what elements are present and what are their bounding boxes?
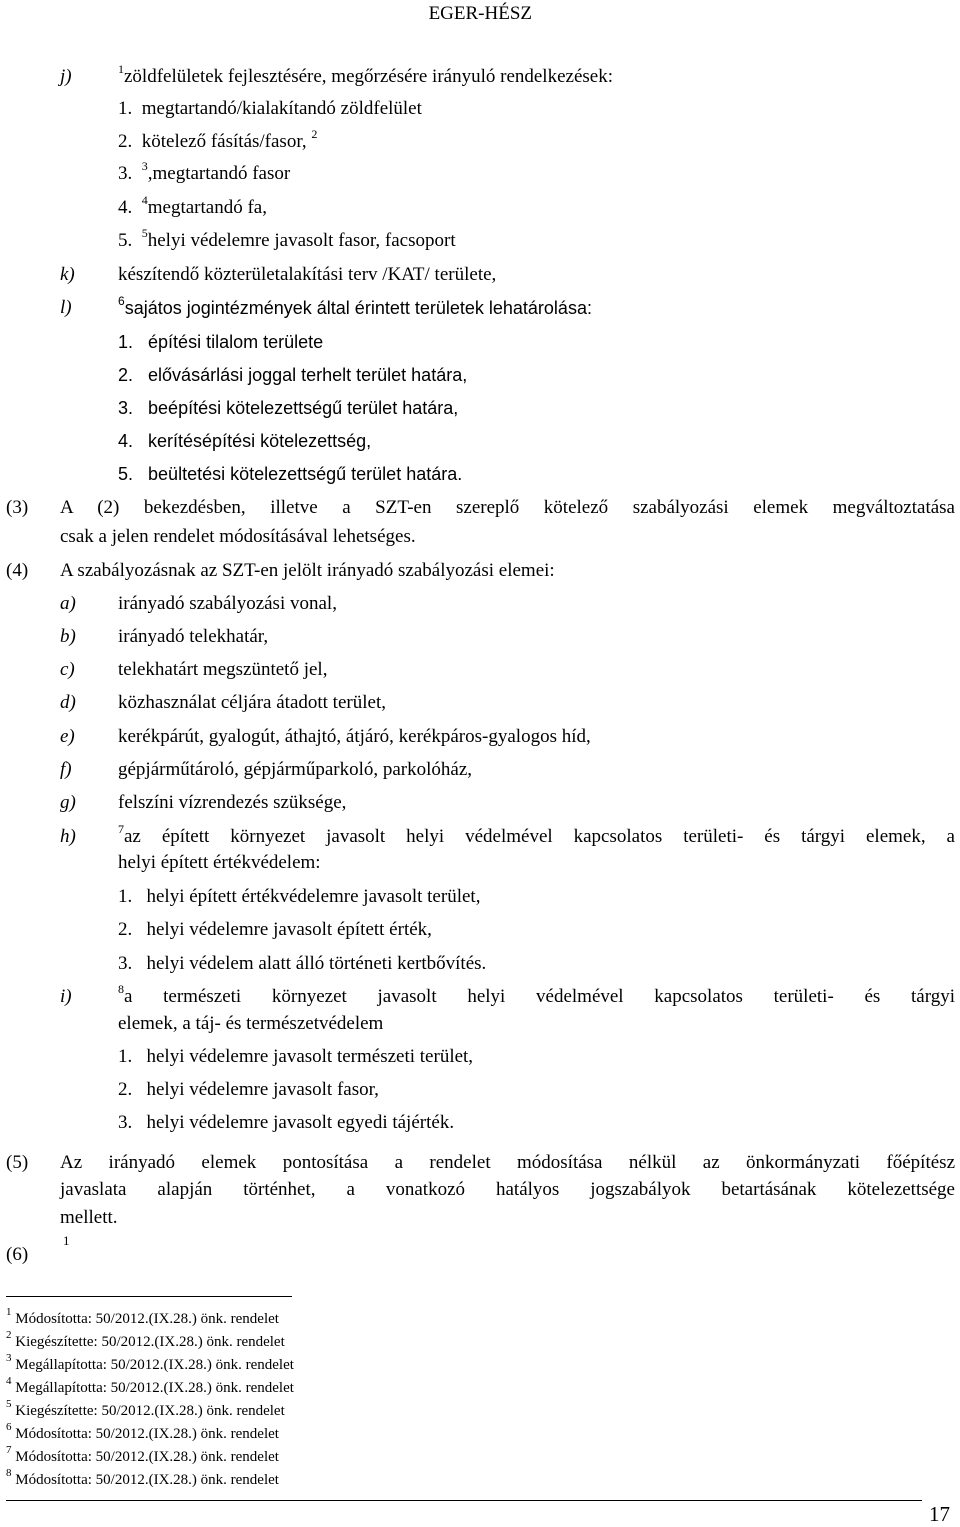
footnote-separator bbox=[6, 1296, 292, 1297]
paragraph-5-number: (5) bbox=[6, 1152, 29, 1173]
l-subitem: 4. kerítésépítési kötelezettség, bbox=[118, 431, 372, 451]
i-subitem: 1. helyi védelemre javasolt természeti terület, bbox=[118, 1046, 474, 1067]
p4-item-text: felszíni vízrendezés szüksége, bbox=[118, 792, 347, 813]
footnote: $^1$ Módosította: 50/2012.(IX.28.) önk. rendelet bbox=[6, 1306, 279, 1327]
p4-item-h-letter: h) bbox=[60, 826, 76, 847]
footnote: $^5$ Kiegészítette: 50/2012.(IX.28.) önk. rendelet bbox=[6, 1398, 285, 1419]
footnote: $^8$ Módosította: 50/2012.(IX.28.) önk. rendelet bbox=[6, 1467, 279, 1488]
footnote-ref: 4 bbox=[141, 192, 148, 207]
footnote-ref: 6 bbox=[118, 294, 125, 308]
j-subitem-text: kötelező fásítás/fasor, bbox=[141, 131, 307, 152]
paragraph-5-line: Az irányadó elemek pontosítása a rendelet módosítása nélkül az önkormányzati főépítész bbox=[60, 1152, 955, 1173]
paragraph-4-text: A szabályozásnak az SZT-en jelölt irányadó szabályozási elemei: bbox=[60, 560, 555, 581]
p4-item-letter: g) bbox=[60, 792, 76, 813]
l-subitem: 3. beépítési kötelezettségű terület határa, bbox=[118, 398, 459, 418]
item-k-letter: k) bbox=[60, 264, 75, 285]
footnote-ref: 1 bbox=[118, 61, 124, 76]
l-subitem: 2. elővásárlási joggal terhelt terület határa, bbox=[118, 365, 468, 385]
p4-item-text: irányadó telekhatár, bbox=[118, 626, 269, 647]
p4-item-h-line: $^7$az épített környezet javasolt helyi védelmével kapcsolatos területi- és tárgyi elemek, a bbox=[118, 821, 955, 847]
l-subitem: 5. beültetési kötelezettségű terület határa. bbox=[118, 464, 463, 484]
page-number: 17 bbox=[929, 1502, 950, 1526]
footnote-ref: 1 bbox=[63, 1233, 70, 1248]
p4-item-letter: a) bbox=[60, 593, 76, 614]
j-subitem-text: megtartandó/kialakítandó zöldfelület bbox=[141, 98, 422, 119]
l-subitem-text: kerítésépítési kötelezettség, bbox=[148, 431, 372, 451]
footnote: $^3$ Megállapította: 50/2012.(IX.28.) önk. rendelet bbox=[6, 1352, 294, 1373]
p4-item-letter: f) bbox=[60, 759, 72, 780]
paragraph-3-line: A (2) bekezdésben, illetve a SZT-en szereplő kötelező szabályozási elemek megváltoztatása bbox=[60, 497, 955, 518]
j-subitem-text: ,megtartandó fasor bbox=[147, 163, 291, 184]
i-subitem: 3. helyi védelemre javasolt egyedi tájérték. bbox=[118, 1112, 455, 1133]
l-subitem-text: beültetési kötelezettségű terület határa. bbox=[148, 464, 463, 484]
p4-item-letter: e) bbox=[60, 726, 75, 747]
l-subitem-text: elővásárlási joggal terhelt terület határa, bbox=[148, 365, 468, 385]
p4-item-text: kerékpárút, gyalogút, áthajtó, átjáró, kerékpáros-gyalogos híd, bbox=[118, 726, 591, 747]
j-subitem: 3. $^3$,megtartandó fasor bbox=[118, 158, 291, 184]
p4-item-text: telekhatárt megszüntető jel, bbox=[118, 659, 328, 680]
footnote-text: Megállapította: 50/2012.(IX.28.) önk. rendelet bbox=[15, 1357, 294, 1373]
p4-item-i-line: $^8$a természeti környezet javasolt helyi védelmével kapcsolatos területi- és tárgyi bbox=[118, 981, 955, 1007]
item-l-letter: l) bbox=[60, 297, 72, 318]
j-subitem: 1. megtartandó/kialakítandó zöldfelület bbox=[118, 98, 422, 119]
j-subitem: 5. $^5$helyi védelemre javasolt fasor, facsoport bbox=[118, 225, 456, 251]
item-k-text: készítendő közterületalakítási terv /KAT/ területe, bbox=[118, 264, 497, 285]
h-subitem-text: helyi védelemre javasolt épített érték, bbox=[146, 919, 432, 940]
p4-item-letter: c) bbox=[60, 659, 75, 680]
p4-item-text: közhasználat céljára átadott terület, bbox=[118, 692, 386, 713]
footnote-ref: 7 bbox=[118, 821, 124, 836]
paragraph-6-number: (6) bbox=[6, 1244, 29, 1265]
footnote-text: Megállapította: 50/2012.(IX.28.) önk. rendelet bbox=[15, 1380, 294, 1396]
footnote: $^7$ Módosította: 50/2012.(IX.28.) önk. rendelet bbox=[6, 1444, 279, 1465]
l-subitem-text: beépítési kötelezettségű terület határa, bbox=[148, 398, 459, 418]
item-j-text bbox=[118, 61, 613, 88]
item-j-label: zöldfelületek fejlesztésére, megőrzésére irányuló rendelkezések: bbox=[124, 66, 613, 87]
footnote-text: Módosította: 50/2012.(IX.28.) önk. rendelet bbox=[15, 1426, 279, 1442]
h-subitem-text: helyi védelem alatt álló történeti kertbővítés. bbox=[146, 953, 487, 974]
footer-rule bbox=[6, 1500, 922, 1501]
j-subitem: 4. $^4$megtartandó fa, bbox=[118, 192, 267, 218]
j-subitem-text: megtartandó fa, bbox=[147, 197, 267, 218]
p4-item-h-line: helyi épített értékvédelem: bbox=[118, 852, 321, 873]
h-subitem: 1. helyi épített értékvédelemre javasolt terület, bbox=[118, 886, 481, 907]
h-subitem: 3. helyi védelem alatt álló történeti kertbővítés. bbox=[118, 953, 487, 974]
item-l-label: sajátos jogintézmények által érintett területek lehatárolása: bbox=[124, 298, 592, 318]
footnote-text: Módosította: 50/2012.(IX.28.) önk. rendelet bbox=[15, 1472, 279, 1488]
footnote-ref: 2 bbox=[311, 126, 318, 141]
footnote-ref: 5 bbox=[141, 225, 148, 240]
p4-item-i-line: elemek, a táj- és természetvédelem bbox=[118, 1013, 384, 1034]
paragraph-5-line: javaslata alapján történhet, a vonatkozó hatályos jogszabályok betartásának kötelezettsége bbox=[60, 1179, 955, 1200]
item-j-letter: j) bbox=[60, 66, 72, 87]
l-subitem: 1. építési tilalom területe bbox=[118, 332, 324, 352]
p4-item-letter: b) bbox=[60, 626, 76, 647]
paragraph-4-number: (4) bbox=[6, 560, 29, 581]
footnote-text: Módosította: 50/2012.(IX.28.) önk. rendelet bbox=[15, 1449, 279, 1465]
footnote-text: Módosította: 50/2012.(IX.28.) önk. rendelet bbox=[15, 1311, 279, 1327]
paragraph-3-number: (3) bbox=[6, 497, 29, 518]
p4-item-letter: d) bbox=[60, 692, 76, 713]
p4-item-i-letter: i) bbox=[60, 986, 72, 1007]
footnote: $^4$ Megállapította: 50/2012.(IX.28.) önk. rendelet bbox=[6, 1375, 294, 1396]
j-subitem: 2. kötelező fásítás/fasor, $^2$ bbox=[118, 126, 318, 152]
paragraph-3-line: csak a jelen rendelet módosításával lehetséges. bbox=[60, 526, 416, 547]
p4-item-text: gépjárműtároló, gépjárműparkoló, parkolóház, bbox=[118, 759, 473, 780]
i-subitem-text: helyi védelemre javasolt fasor, bbox=[146, 1079, 379, 1100]
footnote-ref: 8 bbox=[118, 981, 124, 996]
h-subitem-text: helyi épített értékvédelemre javasolt terület, bbox=[146, 886, 481, 907]
i-subitem: 2. helyi védelemre javasolt fasor, bbox=[118, 1079, 379, 1100]
running-header: EGER-HÉSZ bbox=[428, 3, 532, 24]
j-subitem-text: helyi védelemre javasolt fasor, facsoport bbox=[147, 230, 456, 251]
footnote: $^2$ Kiegészítette: 50/2012.(IX.28.) önk. rendelet bbox=[6, 1329, 285, 1350]
l-subitem-text: építési tilalom területe bbox=[148, 332, 324, 352]
p4-item-text: irányadó szabályozási vonal, bbox=[118, 593, 337, 614]
paragraph-5-line: mellett. bbox=[60, 1207, 118, 1228]
footnote-ref: 3 bbox=[141, 158, 148, 173]
footnote: $^6$ Módosította: 50/2012.(IX.28.) önk. rendelet bbox=[6, 1421, 279, 1442]
footnote-text: Kiegészítette: 50/2012.(IX.28.) önk. rendelet bbox=[15, 1403, 285, 1419]
h-subitem: 2. helyi védelemre javasolt épített érték, bbox=[118, 919, 432, 940]
i-subitem-text: helyi védelemre javasolt egyedi tájérték. bbox=[146, 1112, 455, 1133]
i-subitem-text: helyi védelemre javasolt természeti terület, bbox=[146, 1046, 474, 1067]
footnote-text: Kiegészítette: 50/2012.(IX.28.) önk. rendelet bbox=[15, 1334, 285, 1350]
item-l-text bbox=[118, 294, 592, 319]
